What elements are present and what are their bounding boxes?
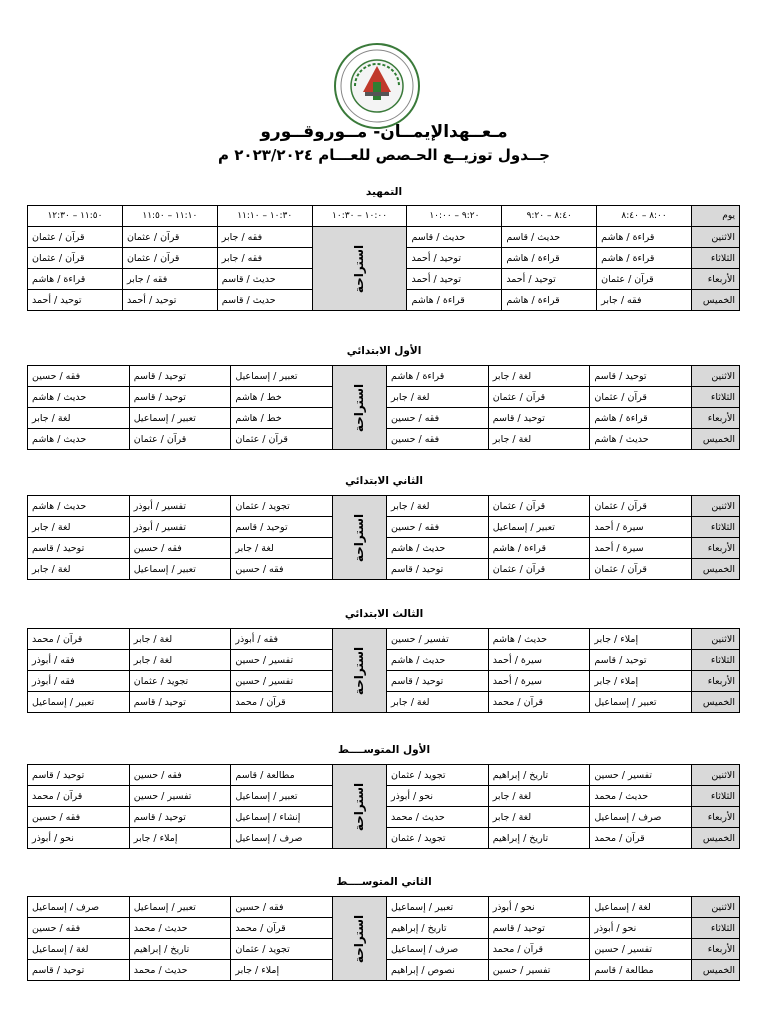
lesson-cell: مطالعة / قاسم (590, 960, 692, 981)
lesson-cell: لغة / جابر (231, 538, 333, 559)
lesson-cell: قرآن / محمد (488, 692, 590, 713)
lesson-cell: توحيد / أحمد (407, 269, 502, 290)
day-cell: الثلاثاء (692, 517, 740, 538)
lesson-cell: تعبير / إسماعيل (488, 517, 590, 538)
day-cell: الثلاثاء (692, 248, 740, 269)
page-subtitle: جــدول توزيــع الحـصص للعـــام ٢٠٢٣/٢٠٢٤ م (218, 146, 550, 164)
table-row (28, 366, 740, 387)
lesson-cell: تعبير / إسماعيل (231, 786, 333, 807)
day-cell: الخميس (692, 960, 740, 981)
day-cell: الأربعاء (692, 671, 740, 692)
schedule-table (27, 896, 740, 981)
period-time-header: ٨:٤٠ – ٩:٢٠ (502, 206, 597, 227)
lesson-cell: لغة / إسماعيل (28, 939, 130, 960)
day-cell: الاثنين (692, 765, 740, 786)
lesson-cell: قرآن / عثمان (28, 248, 123, 269)
lesson-cell: قرآن / عثمان (488, 387, 590, 408)
section-title: الأول الابتدائي (346, 345, 422, 357)
lesson-cell: صرف / إسماعيل (590, 807, 692, 828)
lesson-cell: تفسير / حسين (387, 629, 489, 650)
lesson-cell: حديث / هاشم (387, 650, 489, 671)
lesson-cell: توحيد / قاسم (231, 517, 333, 538)
break-label: استراحة (352, 513, 367, 562)
lesson-cell: فقه / حسين (387, 408, 489, 429)
schedule-table (27, 365, 740, 450)
lesson-cell: فقه / حسين (28, 918, 130, 939)
lesson-cell: توحيد / أحمد (122, 290, 217, 311)
lesson-cell: فقه / حسين (28, 807, 130, 828)
lesson-cell: تفسير / حسين (488, 960, 590, 981)
lesson-cell: تفسير / أبوذر (129, 496, 231, 517)
lesson-cell: توحيد / قاسم (129, 807, 231, 828)
lesson-cell: نحو / أبوذر (28, 828, 130, 849)
institute-seal-icon (333, 42, 421, 130)
section-title: التمهيد (365, 186, 403, 198)
lesson-cell: قراءة / هاشم (488, 538, 590, 559)
lesson-cell: سيرة / أحمد (488, 650, 590, 671)
lesson-cell: صرف / إسماعيل (387, 939, 489, 960)
lesson-cell: إملاء / جابر (590, 629, 692, 650)
day-header: يوم (692, 206, 740, 227)
period-time-header: ١١:١٠ – ١١:٥٠ (122, 206, 217, 227)
lesson-cell: توحيد / قاسم (590, 366, 692, 387)
lesson-cell: توحيد / قاسم (129, 366, 231, 387)
day-cell: الخميس (692, 290, 740, 311)
lesson-cell: لغة / جابر (28, 517, 130, 538)
lesson-cell: نصوص / إبراهيم (387, 960, 489, 981)
lesson-cell: فقه / جابر (122, 269, 217, 290)
table-row (28, 897, 740, 918)
lesson-cell: تفسير / أبوذر (129, 517, 231, 538)
time-header-row (28, 206, 740, 227)
break-label: استراحة (352, 646, 367, 695)
lesson-cell: فقه / أبوذر (28, 671, 130, 692)
lesson-cell: توحيد / قاسم (387, 559, 489, 580)
break-cell (312, 227, 407, 311)
schedule-table (27, 495, 740, 580)
day-cell: الثلاثاء (692, 786, 740, 807)
lesson-cell: حديث / محمد (387, 807, 489, 828)
lesson-cell: فقه / حسين (28, 366, 130, 387)
lesson-cell: لغة / جابر (387, 692, 489, 713)
table-row (28, 765, 740, 786)
lesson-cell: حديث / محمد (129, 960, 231, 981)
lesson-cell: حديث / محمد (590, 786, 692, 807)
lesson-cell: تاريخ / إبراهيم (488, 765, 590, 786)
lesson-cell: قراءة / هاشم (502, 248, 597, 269)
lesson-cell: توحيد / قاسم (28, 538, 130, 559)
period-time-header: ٩:٢٠ – ١٠:٠٠ (407, 206, 502, 227)
lesson-cell: لغة / جابر (129, 650, 231, 671)
lesson-cell: حديث / قاسم (502, 227, 597, 248)
lesson-cell: فقه / جابر (217, 227, 312, 248)
break-cell (333, 366, 387, 450)
lesson-cell: إنشاء / إسماعيل (231, 807, 333, 828)
lesson-cell: لغة / جابر (488, 429, 590, 450)
lesson-cell: حديث / هاشم (28, 496, 130, 517)
lesson-cell: قراءة / هاشم (502, 290, 597, 311)
lesson-cell: تجويد / عثمان (231, 496, 333, 517)
lesson-cell: فقه / حسين (387, 517, 489, 538)
day-cell: الاثنين (692, 496, 740, 517)
day-cell: الأربعاء (692, 807, 740, 828)
lesson-cell: قرآن / عثمان (488, 496, 590, 517)
lesson-cell: توحيد / أحمد (502, 269, 597, 290)
lesson-cell: تجويد / عثمان (231, 939, 333, 960)
lesson-cell: حديث / قاسم (217, 290, 312, 311)
lesson-cell: تفسير / حسين (129, 786, 231, 807)
lesson-cell: قراءة / هاشم (407, 290, 502, 311)
lesson-cell: حديث / محمد (129, 918, 231, 939)
lesson-cell: قرآن / عثمان (597, 269, 692, 290)
day-cell: الثلاثاء (692, 387, 740, 408)
lesson-cell: لغة / جابر (28, 559, 130, 580)
schedule-table (27, 764, 740, 849)
lesson-cell: إملاء / جابر (129, 828, 231, 849)
lesson-cell: توحيد / أحمد (407, 248, 502, 269)
lesson-cell: نحو / أبوذر (387, 786, 489, 807)
lesson-cell: قراءة / هاشم (590, 408, 692, 429)
day-cell: الخميس (692, 828, 740, 849)
lesson-cell: قرآن / عثمان (28, 227, 123, 248)
lesson-cell: لغة / جابر (488, 366, 590, 387)
lesson-cell: تعبير / إسماعيل (387, 897, 489, 918)
day-cell: الخميس (692, 692, 740, 713)
lesson-cell: قرآن / عثمان (129, 429, 231, 450)
lesson-cell: قرآن / عثمان (488, 559, 590, 580)
lesson-cell: حديث / هاشم (488, 629, 590, 650)
lesson-cell: تاريخ / إبراهيم (129, 939, 231, 960)
lesson-cell: قرآن / محمد (488, 939, 590, 960)
lesson-cell: حديث / هاشم (28, 429, 130, 450)
lesson-cell: قرآن / عثمان (590, 387, 692, 408)
lesson-cell: لغة / جابر (28, 408, 130, 429)
lesson-cell: لغة / جابر (387, 496, 489, 517)
lesson-cell: فقه / جابر (217, 248, 312, 269)
lesson-cell: نحو / أبوذر (590, 918, 692, 939)
section-title: الأول المتوســــط (337, 744, 431, 756)
day-cell: الأربعاء (692, 269, 740, 290)
break-label: استراحة (352, 383, 367, 432)
lesson-cell: تعبير / إسماعيل (231, 366, 333, 387)
lesson-cell: توحيد / قاسم (28, 960, 130, 981)
lesson-cell: لغة / إسماعيل (590, 897, 692, 918)
lesson-cell: فقه / أبوذر (231, 629, 333, 650)
day-cell: الأربعاء (692, 538, 740, 559)
break-label: استراحة (352, 244, 367, 293)
lesson-cell: فقه / أبوذر (28, 650, 130, 671)
lesson-cell: قرآن / عثمان (122, 248, 217, 269)
table-row (28, 227, 740, 248)
lesson-cell: قرآن / محمد (28, 786, 130, 807)
lesson-cell: تاريخ / إبراهيم (387, 918, 489, 939)
lesson-cell: قرآن / عثمان (231, 429, 333, 450)
lesson-cell: قراءة / هاشم (597, 227, 692, 248)
lesson-cell: فقه / حسين (387, 429, 489, 450)
break-cell (333, 496, 387, 580)
lesson-cell: إملاء / جابر (231, 960, 333, 981)
schedule-table (27, 205, 740, 311)
lesson-cell: قراءة / هاشم (597, 248, 692, 269)
lesson-cell: نحو / أبوذر (488, 897, 590, 918)
period-time-header: ١٠:٣٠ – ١١:١٠ (217, 206, 312, 227)
table-row (28, 629, 740, 650)
lesson-cell: توحيد / قاسم (129, 692, 231, 713)
lesson-cell: خط / هاشم (231, 387, 333, 408)
lesson-cell: تعبير / إسماعيل (129, 408, 231, 429)
lesson-cell: تعبير / إسماعيل (129, 559, 231, 580)
lesson-cell: سيرة / أحمد (488, 671, 590, 692)
lesson-cell: صرف / إسماعيل (28, 897, 130, 918)
lesson-cell: تفسير / حسين (590, 765, 692, 786)
lesson-cell: تجويد / عثمان (387, 828, 489, 849)
lesson-cell: توحيد / قاسم (590, 650, 692, 671)
lesson-cell: مطالعة / قاسم (231, 765, 333, 786)
lesson-cell: توحيد / قاسم (129, 387, 231, 408)
lesson-cell: فقه / حسين (129, 538, 231, 559)
lesson-cell: تاريخ / إبراهيم (488, 828, 590, 849)
lesson-cell: توحيد / أحمد (28, 290, 123, 311)
period-time-header: ٨:٠٠ – ٨:٤٠ (597, 206, 692, 227)
lesson-cell: تجويد / عثمان (129, 671, 231, 692)
lesson-cell: توحيد / قاسم (488, 918, 590, 939)
day-cell: الاثنين (692, 897, 740, 918)
lesson-cell: توحيد / قاسم (28, 765, 130, 786)
schedule-table (27, 628, 740, 713)
section-title: الثاني المتوســــط (336, 876, 432, 888)
lesson-cell: قرآن / عثمان (590, 559, 692, 580)
lesson-cell: تفسير / حسين (231, 671, 333, 692)
page-title: مـعــهدالإيمــان- مــوروقــورو (260, 122, 508, 142)
day-cell: الثلاثاء (692, 650, 740, 671)
lesson-cell: توحيد / قاسم (387, 671, 489, 692)
day-cell: الخميس (692, 429, 740, 450)
break-label: استراحة (352, 914, 367, 963)
lesson-cell: قرآن / محمد (231, 692, 333, 713)
lesson-cell: حديث / هاشم (387, 538, 489, 559)
period-time-header: ١١:٥٠ – ١٢:٣٠ (28, 206, 123, 227)
lesson-cell: صرف / إسماعيل (231, 828, 333, 849)
table-row (28, 496, 740, 517)
lesson-cell: لغة / جابر (488, 807, 590, 828)
lesson-cell: حديث / قاسم (217, 269, 312, 290)
lesson-cell: قرآن / عثمان (590, 496, 692, 517)
lesson-cell: فقه / جابر (597, 290, 692, 311)
lesson-cell: توحيد / قاسم (488, 408, 590, 429)
lesson-cell: لغة / جابر (488, 786, 590, 807)
lesson-cell: قرآن / محمد (28, 629, 130, 650)
day-cell: الأربعاء (692, 408, 740, 429)
lesson-cell: تفسير / حسين (231, 650, 333, 671)
lesson-cell: قراءة / هاشم (387, 366, 489, 387)
lesson-cell: تعبير / إسماعيل (28, 692, 130, 713)
lesson-cell: حديث / هاشم (590, 429, 692, 450)
break-label: استراحة (352, 782, 367, 831)
lesson-cell: تعبير / إسماعيل (590, 692, 692, 713)
lesson-cell: إملاء / جابر (590, 671, 692, 692)
day-cell: الثلاثاء (692, 918, 740, 939)
lesson-cell: حديث / هاشم (28, 387, 130, 408)
lesson-cell: خط / هاشم (231, 408, 333, 429)
lesson-cell: حديث / قاسم (407, 227, 502, 248)
section-title: الثاني الابتدائي (345, 475, 423, 487)
lesson-cell: لغة / جابر (387, 387, 489, 408)
lesson-cell: تعبير / إسماعيل (129, 897, 231, 918)
break-cell (333, 897, 387, 981)
lesson-cell: فقه / حسين (129, 765, 231, 786)
lesson-cell: قرآن / محمد (590, 828, 692, 849)
lesson-cell: سيرة / أحمد (590, 538, 692, 559)
day-cell: الاثنين (692, 629, 740, 650)
section-title: الثالث الابتدائي (344, 608, 424, 620)
day-cell: الاثنين (692, 366, 740, 387)
lesson-cell: قراءة / هاشم (28, 269, 123, 290)
break-cell (333, 629, 387, 713)
day-cell: الاثنين (692, 227, 740, 248)
lesson-cell: فقه / حسين (231, 559, 333, 580)
lesson-cell: سيرة / أحمد (590, 517, 692, 538)
day-cell: الأربعاء (692, 939, 740, 960)
lesson-cell: فقه / حسين (231, 897, 333, 918)
lesson-cell: تجويد / عثمان (387, 765, 489, 786)
period-time-header: ١٠:٠٠ – ١٠:٣٠ (312, 206, 407, 227)
lesson-cell: تفسير / حسين (590, 939, 692, 960)
lesson-cell: لغة / جابر (129, 629, 231, 650)
lesson-cell: قرآن / عثمان (122, 227, 217, 248)
lesson-cell: قرآن / محمد (231, 918, 333, 939)
break-cell (333, 765, 387, 849)
day-cell: الخميس (692, 559, 740, 580)
